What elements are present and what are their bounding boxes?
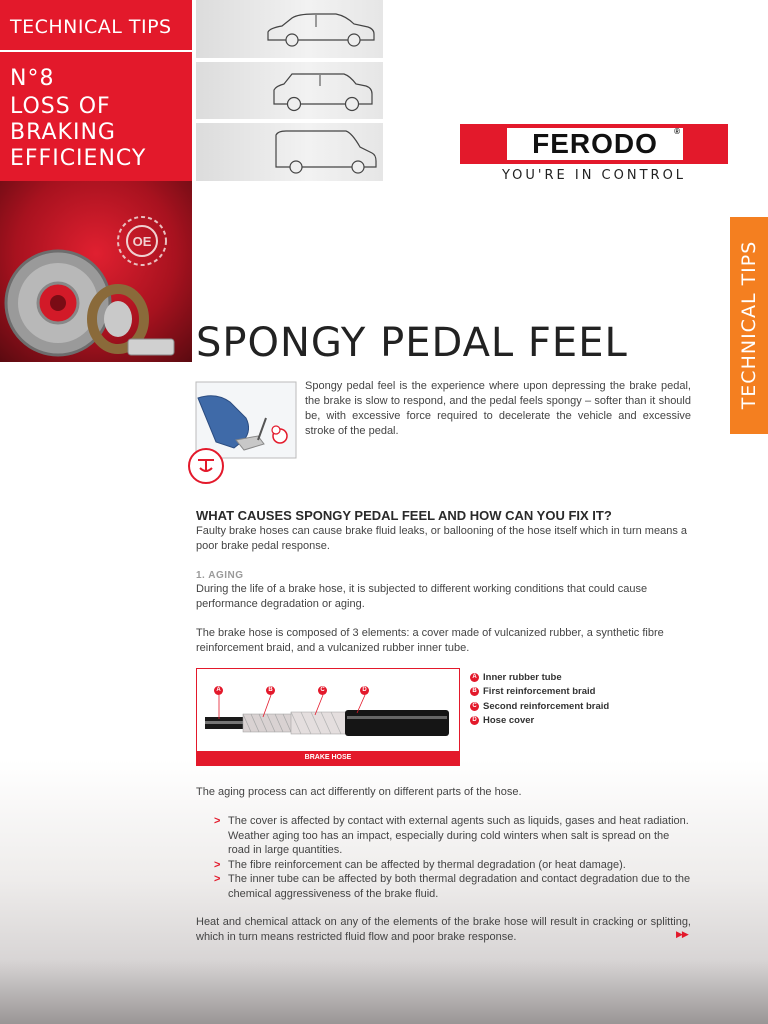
- list-item: [214, 858, 691, 873]
- logo-text-box: [507, 128, 683, 160]
- suv-icon: [196, 62, 383, 119]
- list-item: [214, 814, 691, 858]
- list-item-text: The fibre reinforcement can be affected by thermal degradation (or heat damage).: [228, 858, 626, 871]
- hose-marker: D: [360, 686, 369, 695]
- car-suv-tile: [196, 62, 383, 119]
- issue-title: LOSS OF BRAKING EFFICIENCY: [10, 94, 147, 171]
- legend-item: [470, 714, 609, 729]
- car-van-tile: [196, 123, 383, 181]
- bullet-arrow-icon: >: [214, 815, 221, 827]
- logo-text: FERODO: [532, 128, 658, 159]
- registered-mark: ®: [674, 127, 681, 136]
- aging-process-paragraph: The aging process can act differently on different parts of the hose.: [196, 786, 522, 798]
- page-title: SPONGY PEDAL FEEL: [196, 320, 628, 366]
- hose-legend: [470, 670, 609, 728]
- oe-badge-text: OE: [132, 234, 152, 249]
- car-sedan-tile: [196, 0, 383, 58]
- aging-heading: 1. AGING: [196, 570, 244, 581]
- legend-item: [470, 685, 609, 700]
- effects-list: [214, 814, 691, 901]
- legend-marker: D: [470, 716, 479, 725]
- bullet-arrow-icon: >: [214, 858, 221, 871]
- intro-paragraph: Spongy pedal feel is the experience where upon depressing the brake pedal, the brake is slow to respond, and the pedal feels spongy – softer than it should be, with excessive force required to decelerate the vehicle and excessive stroke of the pedal.: [305, 380, 691, 437]
- legend-item: [470, 699, 609, 714]
- sedan-icon: [196, 0, 383, 58]
- brake-hose-diagram: [196, 668, 460, 766]
- hose-caption: BRAKE HOSE: [197, 751, 459, 765]
- causes-heading: WHAT CAUSES SPONGY PEDAL FEEL AND HOW CAN YOU FIX IT?: [196, 508, 612, 523]
- composition-paragraph: The brake hose is composed of 3 elements: a cover made of vulcanized rubber, a synthetic fibre reinforcement braid, and a vulcanized rubber inner tube.: [196, 627, 664, 654]
- legend-marker: A: [470, 673, 479, 682]
- side-tab: [730, 217, 768, 434]
- brand-slogan: YOU'RE IN CONTROL: [501, 168, 687, 183]
- header-divider: [0, 50, 192, 52]
- hose-marker: C: [318, 686, 327, 695]
- legend-label: Inner rubber tube: [483, 671, 562, 683]
- series-title: TECHNICAL TIPS: [10, 16, 172, 38]
- hose-marker: A: [214, 686, 223, 695]
- ferodo-logo: [460, 124, 728, 164]
- issue-number: N°8: [10, 66, 55, 91]
- van-icon: [196, 123, 383, 181]
- conclusion-paragraph: Heat and chemical attack on any of the elements of the brake hose will result in cracking or splitting, which in turn means restricted fluid flow and poor brake response.: [196, 916, 691, 943]
- legend-label: Hose cover: [483, 715, 535, 727]
- list-item-text: The cover is affected by contact with external agents such as liquids, gases and heat radiation. Weather aging too has an impact, especially during cold winters when salt is spread on the road in large quantities.: [228, 815, 689, 856]
- legend-label: Second reinforcement braid: [483, 700, 610, 712]
- list-item-text: The inner tube can be affected by both thermal degradation and contact degradation due to the chemical aggressiveness of the brake fluid.: [228, 873, 691, 900]
- legend-marker: C: [470, 702, 479, 711]
- hose-marker: B: [266, 686, 275, 695]
- oe-quality-badge-icon: [118, 217, 166, 265]
- list-item: [214, 872, 691, 901]
- aging-paragraph: During the life of a brake hose, it is subjected to different working conditions that could cause performance degradation or aging.: [196, 583, 648, 610]
- next-page-arrow-icon[interactable]: ▶▶: [676, 929, 688, 939]
- legend-label: First reinforcement braid: [483, 686, 596, 698]
- brake-products-photo: [0, 181, 192, 362]
- bullet-arrow-icon: >: [214, 873, 221, 885]
- side-tab-label: TECHNICAL TIPS: [738, 240, 760, 410]
- legend-item: [470, 670, 609, 685]
- brake-pedal-illustration: [186, 378, 298, 486]
- causes-paragraph: Faulty brake hoses can cause brake fluid leaks, or ballooning of the hose itself which in turn means a poor brake pedal response.: [196, 525, 687, 552]
- legend-marker: B: [470, 687, 479, 696]
